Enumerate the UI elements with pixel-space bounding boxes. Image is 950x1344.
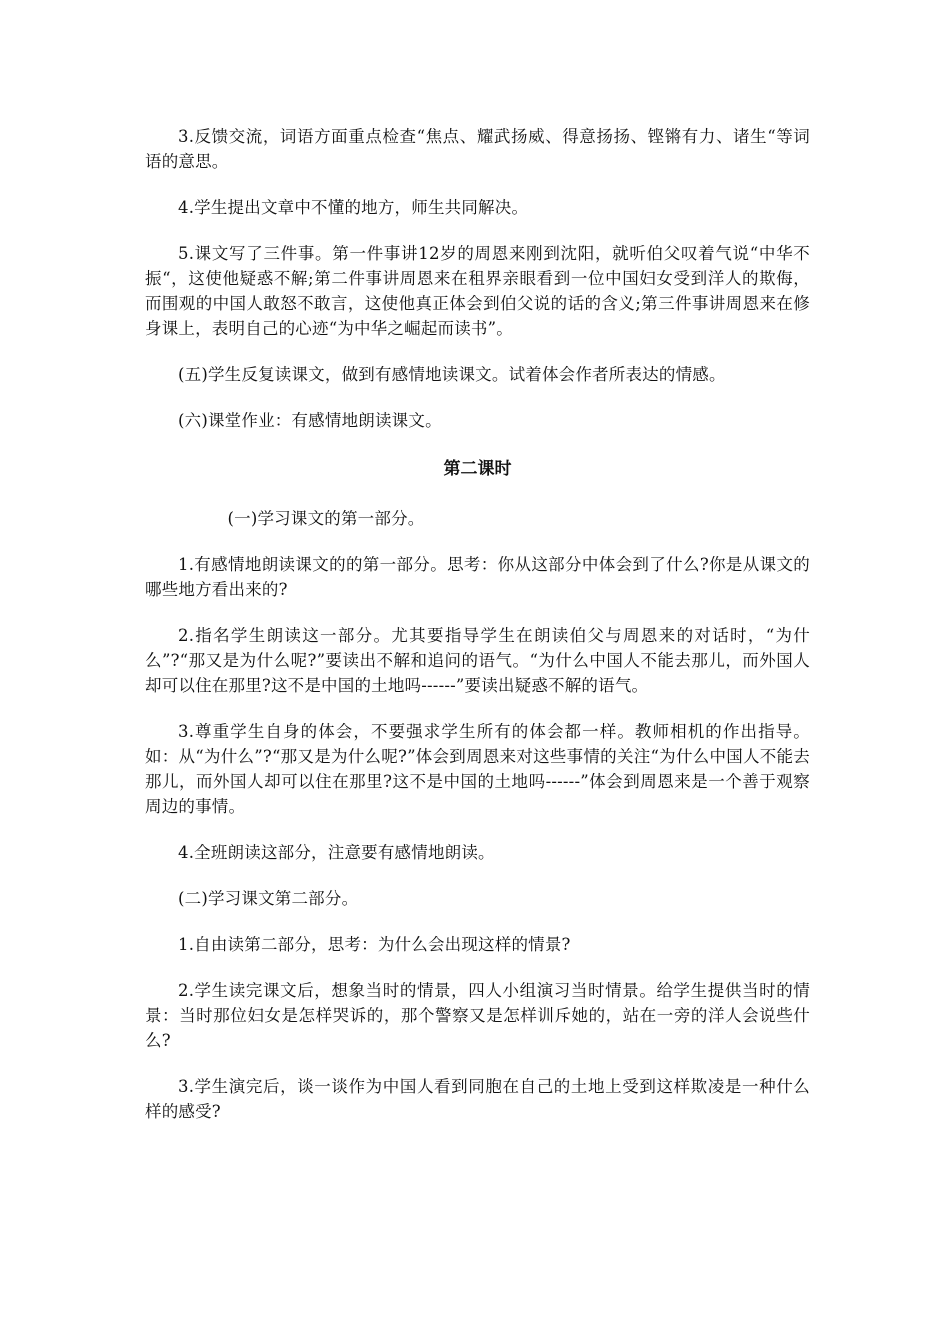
paragraph-part-one-step-3: 3.尊重学生自身的体会，不要强求学生所有的体会都一样。教师相机的作出指导。如：从“为什么”?“那又是为什么呢?”体会到周恩来对这些事情的关注“为什么中国人不能去那儿，而外国人却可以住在那里?这不是中国的土地吗------”体会到周恩来是一个善于观察周边的事情。 bbox=[145, 722, 810, 816]
paragraph-part-one-step-2: 2.指名学生朗读这一部分。尤其要指导学生在朗读伯父与周恩来的对话时，“为什么”?“那又是为什么呢?”要读出不解和追问的语气。“为什么中国人不能去那儿，而外国人却可以住在那里?这不是中国的土地吗------”要读出疑惑不解的语气。 bbox=[145, 626, 810, 695]
paragraph-student-questions: 4.学生提出文章中不懂的地方，师生共同解决。 bbox=[178, 198, 529, 217]
paragraph-section-six: (六)课堂作业：有感情地朗读课文。 bbox=[178, 411, 442, 430]
paragraph-feedback-vocabulary: 3.反馈交流，词语方面重点检查“焦点、耀武扬威、得意扬扬、铿锵有力、诸生“等词语的意思。 bbox=[145, 127, 810, 171]
paragraph-part-two-title: (二)学习课文第二部分。 bbox=[178, 889, 359, 908]
paragraph-part-one-title: (一)学习课文的第一部分。 bbox=[227, 509, 425, 528]
section-heading: 第二课时 bbox=[443, 459, 512, 479]
paragraph-three-events: 5.课文写了三件事。第一件事讲12岁的周恩来刚到沈阳，就听伯父叹着气说“中华不振“，这使他疑惑不解;第二件事讲周恩来在租界亲眼看到一位中国妇女受到洋人的欺侮，而围观的中国人敢怒不敢言，这使他真正体会到伯父说的话的含义;第三件事讲周恩来在修身课上，表明自己的心迹“为中华之崛起而读书”。 bbox=[145, 244, 810, 338]
paragraph-part-one-step-4: 4.全班朗读这部分，注意要有感情地朗读。 bbox=[178, 843, 495, 862]
paragraph-part-two-step-1: 1.自由读第二部分，思考：为什么会出现这样的情景? bbox=[178, 935, 571, 954]
paragraph-part-two-step-2: 2.学生读完课文后，想象当时的情景，四人小组演习当时情景。给学生提供当时的情景：当时那位妇女是怎样哭诉的，那个警察又是怎样训斥她的，站在一旁的洋人会说些什么? bbox=[145, 981, 810, 1050]
paragraph-section-five: (五)学生反复读课文，做到有感情地读课文。试着体会作者所表达的情感。 bbox=[178, 365, 726, 384]
paragraph-part-two-step-3: 3.学生演完后，谈一谈作为中国人看到同胞在自己的土地上受到这样欺凌是一种什么样的感受? bbox=[145, 1077, 810, 1121]
document-body bbox=[145, 124, 810, 1124]
paragraph-part-one-step-1: 1.有感情地朗读课文的的第一部分。思考：你从这部分中体会到了什么?你是从课文的哪些地方看出来的? bbox=[145, 555, 810, 599]
